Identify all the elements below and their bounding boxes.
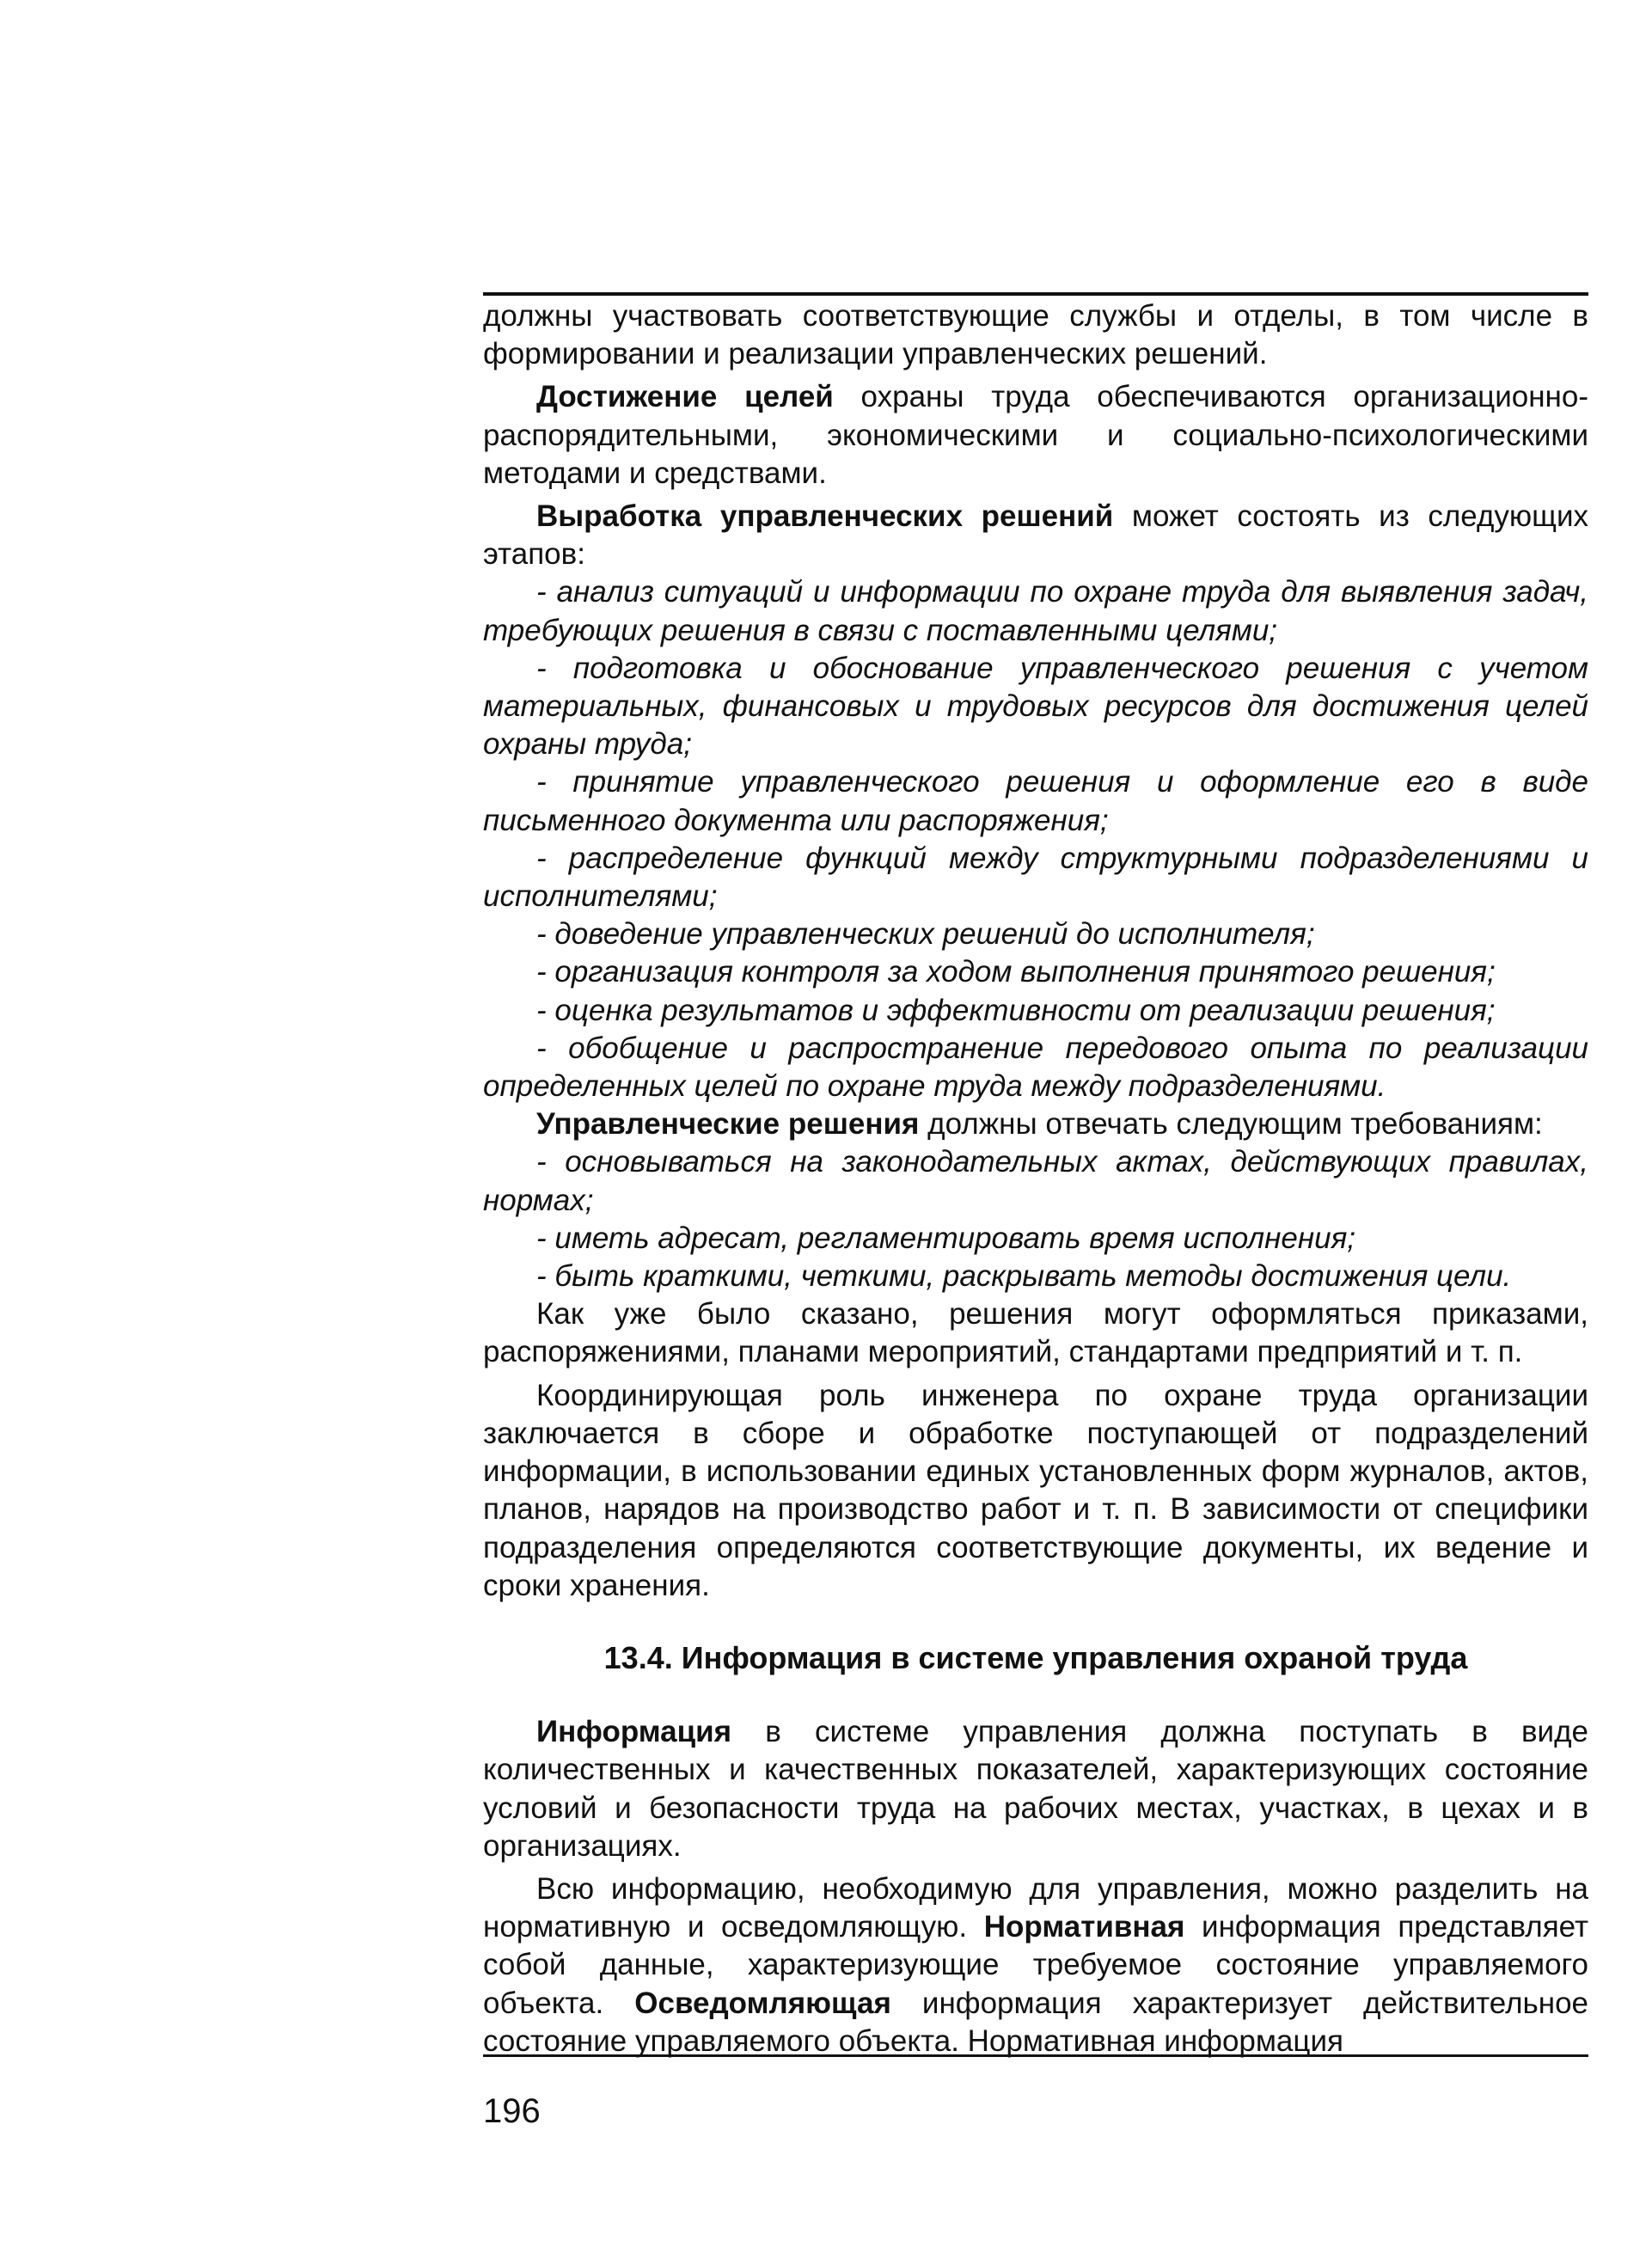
- section-heading: 13.4. Информация в системе управления охраной труда: [603, 1639, 1468, 1675]
- paragraph-information: [483, 1713, 1588, 1865]
- paragraph-formalization: Как уже было сказано, решения могут оформляться приказами, распоряжениями, планами мероприятий, стандартами предприятий и т. п.: [483, 1297, 1588, 1369]
- top-rule: [483, 292, 1588, 296]
- paragraph-information-text: в системе управления должна поступать в виде количественных и качественных показателей, характеризующих состояние условий и безопасности труда на рабочих местах, участках, в цехах и в организациях.: [483, 1715, 1588, 1863]
- paragraph-goals: [483, 378, 1588, 493]
- list-item: - организация контроля за ходом выполнения принятого решения;: [536, 955, 1496, 989]
- list-item: - анализ ситуаций и информации по охране труда для выявления задач, требующих решения в связи с поставленными целями;: [483, 575, 1588, 647]
- term-goals: Достижение целей: [536, 380, 834, 414]
- paragraph-coordinating-role: Координирующая роль инженера по охране труда организации заключается в сборе и обработке поступающей от подразделений информации, в использовании единых установленных форм журналов, актов, планов, нарядов на производство работ и т. п. В зависимости от специфики подразделения определяются соответствующие документы, их ведение и сроки хранения.: [483, 1378, 1588, 1602]
- term-decision-development: Выработка управленческих решений: [536, 499, 1114, 534]
- paragraph-decisions: [483, 498, 1588, 573]
- paragraph-goals-text: охраны труда обеспечиваются организационно-распорядительными, экономическими и социально-психологическими методами и средствами.: [483, 380, 1589, 490]
- term-information: Информация: [536, 1715, 732, 1749]
- list-item: - обобщение и распространение передового опыта по реализации определенных целей по охране труда между подразделениями.: [483, 1031, 1588, 1104]
- page-body: [483, 297, 1588, 2060]
- term-informing: Осведомляющая: [634, 1986, 891, 2020]
- list-item: - принятие управленческого решения и оформление его в виде письменного документа или распоряжения;: [483, 765, 1588, 837]
- page-number: 196: [483, 2092, 541, 2130]
- information-types-text-c: информация характеризует действительное состояние управляемого объекта. Нормативная информация: [483, 1986, 1589, 2058]
- information-types-text-a: Всю информацию, необходимую для управления, можно разделить на нормативную и осведомляющую.: [483, 1871, 1588, 1944]
- bottom-rule: [483, 2054, 1588, 2057]
- information-types-text-b: информация представляет собой данные, характеризующие требуемое состояние управляемого объекта.: [483, 1910, 1588, 2020]
- list-item: - распределение функций между структурными подразделениями и исполнителями;: [483, 841, 1588, 914]
- list-item: - иметь адресат, регламентировать время исполнения;: [536, 1221, 1355, 1255]
- term-normative: Нормативная: [983, 1910, 1185, 1944]
- paragraph-decisions-text: может состоять из следующих этапов:: [483, 499, 1588, 572]
- list-item: - основываться на законодательных актах, действующих правилах, нормах;: [483, 1145, 1588, 1217]
- list-item: - подготовка и обоснование управленческого решения с учетом материальных, финансовых и трудовых ресурсов для достижения целей охраны труда;: [483, 651, 1588, 762]
- term-management-decisions: Управленческие решения: [536, 1107, 920, 1142]
- list-item: - доведение управленческих решений до исполнителя;: [536, 917, 1315, 952]
- paragraph-continuation: должны участвовать соответствующие службы и отделы, в том числе в формировании и реализации управленческих решений.: [483, 299, 1588, 371]
- paragraph-requirements: [483, 1105, 1588, 1143]
- paragraph-information-types: [483, 1870, 1588, 2060]
- paragraph-requirements-text: должны отвечать следующим требованиям:: [919, 1107, 1543, 1142]
- list-item: - быть краткими, четкими, раскрывать методы достижения цели.: [536, 1259, 1512, 1294]
- list-item: - оценка результатов и эффективности от реализации решения;: [536, 993, 1496, 1027]
